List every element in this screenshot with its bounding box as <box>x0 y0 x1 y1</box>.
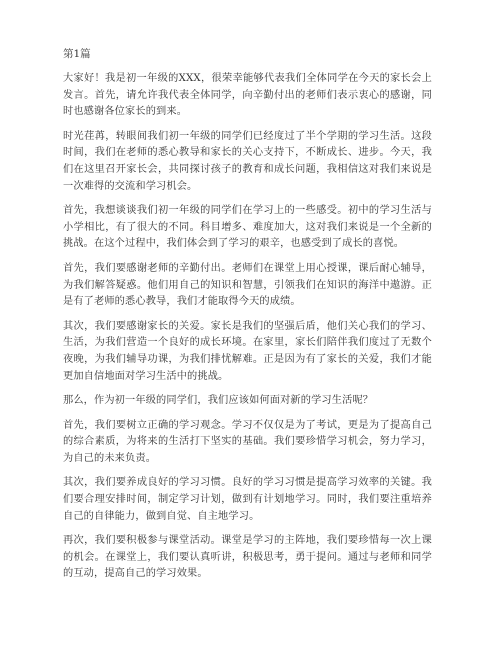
paragraph-time-passes: 时光荏苒，转眼间我们初一年级的同学们已经度过了半个学期的学习生活。这段时间，我们在老师的悉心教导和家长的关心支持下，不断成长、进步。今天，我们在这里召开家长会，共同探讨孩子的教育和成长问题，我相信这对我们来说是一次难得的交流和学习机会。 <box>63 130 432 192</box>
section-heading: 第1篇 <box>63 48 91 60</box>
paragraph-thank-teachers: 首先，我们要感谢老师的辛勤付出。老师们在课堂上用心授课，课后耐心辅导，为我们解答疑惑。他们用自己的知识和智慧，引领我们在知识的海洋中遨游。正是有了老师的悉心教导，我们才能取得今天的成绩。 <box>63 262 432 308</box>
paragraph-question: 那么，作为初一年级的同学们，我们应该如何面对新的学习生活呢？ <box>63 395 374 407</box>
paragraph-greeting: 大家好！我是初一年级的XXX，很荣幸能够代表我们全体同学在今天的家长会上发言。首先，请允许我代表全体同学，向辛勤付出的老师们表示衷心的感谢，同时也感谢各位家长的到来。 <box>63 73 432 118</box>
paragraph-study-habits: 其次，我们要养成良好的学习习惯。良好的学习习惯是提高学习效率的关键。我们要合理安排时间，制定学习计划，做到有计划地学习。同时，我们要注重培养自己的自律能力，做到自觉、自主地学习。 <box>63 477 432 522</box>
paragraph-learning-attitude: 首先，我们要树立正确的学习观念。学习不仅仅是为了考试，更是为了提高自己的综合素质，为将来的生活打下坚实的基础。我们要珍惜学习机会，努力学习，为自己的未来负责。 <box>63 419 432 464</box>
paragraph-study-feelings: 首先，我想谈谈我们初一年级的同学们在学习上的一些感受。初中的学习生活与小学相比，有了很大的不同。科目增多、难度加大，这对我们来说是一个全新的挑战。在这个过程中，我们体会到了学习的艰辛，也感受到了成长的喜悦。 <box>63 205 432 250</box>
paragraph-thank-parents: 其次，我们要感谢家长的关爱。家长是我们的坚强后盾，他们关心我们的学习、生活，为我们营造一个良好的成长环境。在家里，家长们陪伴我们度过了无数个夜晚，为我们辅导功课，为我们排忧解难。正是因为有了家长的关爱，我们才能更加自信地面对学习生活中的挑战。 <box>63 320 432 382</box>
paragraph-classroom-activities: 再次，我们要积极参与课堂活动。课堂是学习的主阵地，我们要珍惜每一次上课的机会。在课堂上，我们要认真听讲，积极思考，勇于提问。通过与老师和同学的互动，提高自己的学习效果。 <box>63 535 432 580</box>
